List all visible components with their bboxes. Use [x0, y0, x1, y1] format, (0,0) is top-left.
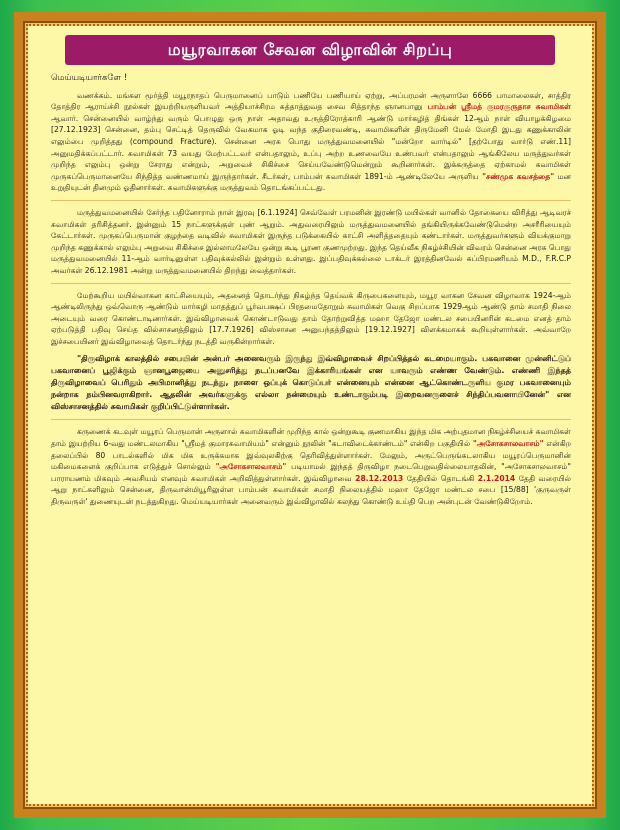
highlight-text: "அசோகசாலவாசம்" — [472, 439, 544, 449]
article-body — [51, 73, 571, 815]
body-text: கருணைக் கடவுள் மயூரப் பெருமான் அருளால் சுவாமிகளின் முறிந்த கால் ஒன்றுகூடி குணமாகிய இந்த மிக அற்புதமான நிகழ்ச்சியைச் சுவாமிகள் தாம் இயற்றிய 6-வது மண்டலமாகிய "ஸ்ரீமத் குமாரசுவாமியம்" என்னும் நூலின் "கடாவிடைக்காண்டம்" என்கிற பகுதியில் — [51, 427, 571, 449]
salutation: மெய்யடியார்களே ! — [51, 73, 128, 83]
decorative-border-frame — [14, 12, 606, 818]
page-title: மயூரவாகன சேவன விழாவின் சிறப்பு — [167, 39, 453, 59]
divider — [51, 283, 571, 284]
highlight-text: "அசோகசாலவாசம்" — [215, 462, 287, 472]
body-text: ஆவார். சென்னையில் வாழ்ந்து வரும் பொழுது ஒரு நாள் அதாவது உருத்திரோத்காரி ஆண்டு மார்கழித் திங்கள் 12ஆம் நாள் வியாழக்கிழமை [27.12.1923] சென்னை, தம்பு செட்டித் தெருவில் வேகமாக ஓடி வந்த குதிரைவண்டி, சுவாமிகளின் திருமேனி மேல் மோதி இடது கணுக்காலின் எலும்பை முறித்தது (compound Fracture). சென்னை அரசு பொது மருத்துவமனையில் "மன்றோ வார்டில்" [தற்போது வார்டு எண்.11] அனுமதிக்கப்பட்டார். சுவாமிகள் 73 வயது மேற்பட்டவர் என்பதாலும், உப்பு அற்ற உணவையே உண்பவர் என்பதாலும் ஆங்கிலேய மருத்துவர்கள் முறிந்த எலும்பு ஒன்று சேராது என்றும், அறுவைச் சிகிச்சை செய்யவேண்டுமென்றும் கூறினார்கள். இக்கருத்தை ஏற்காமல் சுவாமிகள் முருகப்பெருமானையே சிந்தித்த வண்ணமாய் இருந்தார்கள். சீடர்கள், பாம்பன் சுவாமிகள் 1891-ம் ஆண்டிலேயே அருளிய — [51, 113, 571, 181]
quote-paragraph: "திருவிழாக் காலத்தில் சபையின் அன்பர் அனைவரும் இருந்து இவ்விழாவைச் சிறப்பித்தல் கடமையாகும். பகவானை முன்னிட்டுப் பகவானைப் பூஜிக்கும் ஞானபூஜையை அனுசரித்து நடப்பனவே இக்காரியங்கள் என யாவரும் எண்ண வேண்டும். எண்ணி இந்தத் திருவிழாவைப் பெரிதும் அபிமானித்து நடந்து, நாளை ஒப்புக் கொடுப்பர் என்னையும் என்னை ஆட்கொண்டருளிய குமர பகவானையும் நன்றாக நம்பினவராகிறார். ஆதலின் அவர்களுக்கு எல்லா நன்மையும் உண்டாகும்படி இறைவனருளைச் சிந்திப்பவனாயினேன்" என விஸ்சாசனத்தில் சுவாமிகள் குறிப்பிட்டுள்ளார்கள். — [51, 354, 571, 412]
paragraph-2: மருத்துவமனையில் சேர்ந்த பதினோராம் நாள் இரவு [6.1.1924] செவ்வேள் பரமனின் இரண்டு மயில்கள் வானில் தோகையை விரித்து ஆடிவரச் சுவாமிகள் தரிசித்தனர். இன்னும் 15 நாட்களுக்குள் புண் ஆறும். அதுவரையிலும் மருத்துவமனையில் தங்கியிருக்கவேண்டுமென்ற அசரீரியையும் கேட்டார்கள். முருகப்பெருமான் குழந்தை வடிவில் சுவாமிகள் இருந்த படுக்கையில் காட்சி அளித்ததையும் கண்டார்கள். மருத்துவர்களும் வியக்குமாறு முறிந்த கணுக்கால் எலும்பு அறுவை சிகிச்சை இல்லாமலேயே ஒன்று கூடி பூரண குணமுற்றது. இந்த தெய்வீக நிகழ்ச்சியின் விவரம் சென்னை அரசு பொது மருத்துவமனையில் 11-ஆம் வார்டினுள்ள பதிவுக்கல்லில் இன்றும் உள்ளது. இப்பதிவுக்கல்லை டாக்டர் இரத்தினவேல் சுப்பிரமணியம் M.D., F.R.C.P அவர்கள் 26.12.1981 அன்று மருத்துவமனையில் திறந்து வைத்தார்கள். — [51, 207, 571, 275]
paragraph-1 — [51, 90, 571, 194]
highlight-text: பாம்பன் ஸ்ரீமத் குமரகுருதாச சுவாமிகள் — [427, 102, 571, 112]
divider — [51, 200, 571, 201]
highlight-text: 2.1.2014 — [477, 473, 516, 483]
body-text: வணக்கம். மங்கள மூர்த்தி மயூரநாதப் பெருமானைப் பாடும் பணியே பணியாய் ஏற்று, அப்பரமன் அருளாலே 6666 பாமாலைகள், சாத்திர தோத்திர ஆராய்ச்சி நூல்கள் இயற்றியருளியவர் அத்தியாச்சிரம சுத்தாத்துவத சைவ சித்தாந்த ஞானபானு — [51, 90, 571, 112]
divider — [51, 419, 571, 420]
paragraph-5 — [51, 426, 571, 507]
body-text: தேதி வரையில் ஆறு நாட்களிலும் சென்னை, திருவான்மியூரிலுள்ள பாம்பன் சுவாமிகள் சமாதி நிலையத்தில் மஹா தேஜோ மண்டல சபை [15/88] 'குருவருள் திருவருள்' துணையுடன் நடத்துகிறது. மெய்யடியார்கள் அனைவரும் இவ்விழாவில் கலந்து கொண்டு உய்தி பெற அன்புடன் வேண்டுகிறோம். — [51, 473, 571, 507]
body-text: தேதியில் தொடங்கி — [403, 473, 478, 483]
body-text: மன உறுதியுடன் தினமும் ஓதினார்கள். சுவாமிகளுக்கு மருத்துவம் தொடங்கப்பட்டது. — [51, 171, 571, 193]
body-text: என்கிற தலைப்பில் 80 பாடல்களில் மிக மிக உருக்கமாக இவ்வுலகிற்கு தெரிவித்துள்ளார்கள். மேலும், அருட்பெருங்கடலாகிய மயூரப்பெருமானின் மகிமைகளைக் குறிப்பாக எடுத்துச் சொல்லும் — [51, 439, 572, 472]
title-banner — [65, 35, 555, 65]
paragraph-3: மேற்கூறிய மயில்வாகன காட்சியையும், அதனைத் தொடர்ந்து நிகழ்ந்த தெய்வக் கிருபைகளையும், மயூர வாகன சேவன விழாவாக 1924-ஆம் ஆண்டிலிருந்து ஒவ்வொரு ஆண்டும் மார்கழி மாதத்துப் பூர்வபக்ஷப் பிரதமைதோறும் சுவாமிகள் வெகு சிறப்பாக 1929ஆம் ஆண்டு தாம் சமாதி நிலை அடையும் வரை கொண்டாடினார்கள். இவ்விழாவைக் கொண்டாடுவது தாம் தோற்றுவித்த மஹா தேஜோ மண்டல சபையினரின் கடமை எனத் தாம் ஏற்படுத்தி பதிவு செய்த வில்சாசனத்திலும் [17.7.1926] விஸ்சாசன அனுபந்தத்திலும் [19.12.1927] விளக்கமாகக் கூறியுள்ளார்கள். அவ்வாறே இச்சபையினர் இவ்விழாவைத் தொடர்ந்து நடத்தி வருகின்றார்கள். — [51, 290, 571, 346]
highlight-text: 28.12.2013 — [355, 473, 404, 483]
body-text: படியாமல் இந்தத் திருவிழா நடைபெறுவதில்லையாதலின், "அசோகசாலவாசம்" பாராயணம் மிகவும் அவசியம் எனவும் சுவாமிகள் அறிவித்துள்ளார்கள். இவ்விழாவை — [51, 462, 571, 483]
highlight-text: "சண்முக கவசத்தை" — [482, 171, 555, 181]
